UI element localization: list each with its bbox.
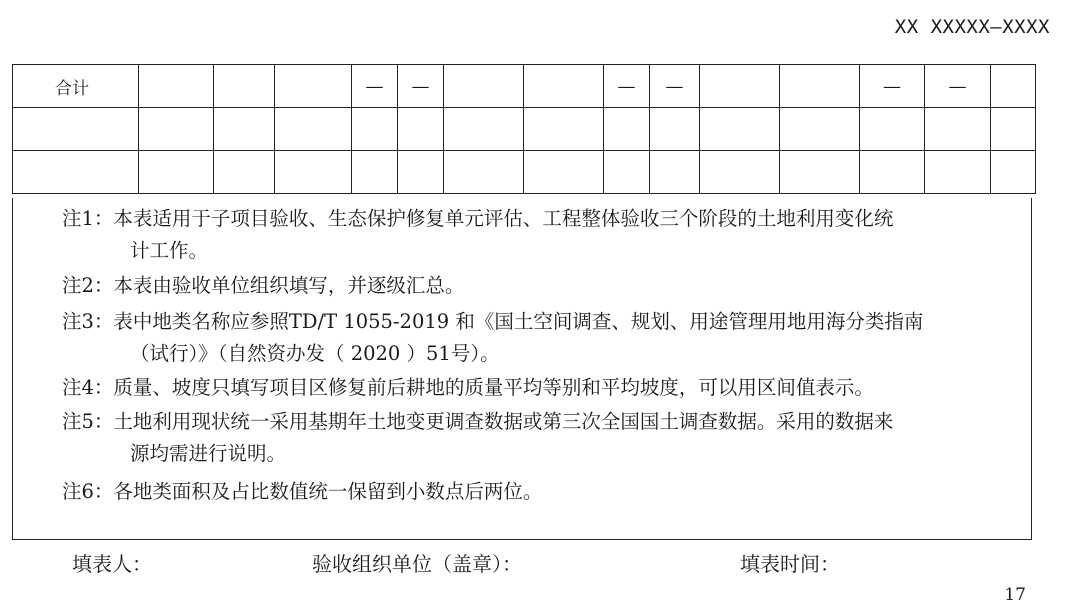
note-line: 注1：本表适用于子项目验收、生态保护修复单元评估、工程整体验收三个阶段的土地利用变化统 bbox=[62, 207, 894, 230]
table-cell bbox=[780, 151, 860, 194]
inspection-unit-label: 验收组织单位（盖章）： bbox=[312, 552, 522, 576]
table-cell bbox=[214, 108, 275, 151]
land-use-table bbox=[12, 64, 1036, 194]
table-cell bbox=[925, 108, 991, 151]
table-cell bbox=[275, 151, 352, 194]
empty-row bbox=[13, 108, 1036, 151]
note-line: 注2：本表由验收单位组织填写，并逐级汇总。 bbox=[62, 274, 465, 297]
note-3 bbox=[62, 306, 1060, 370]
note-6 bbox=[62, 476, 1060, 508]
note-line: 注3：表中地类名称应参照TD/T 1055-2019 和《国土空间调查、规划、用途管理用地用海分类指南 bbox=[62, 310, 924, 333]
table-cell bbox=[352, 108, 398, 151]
table-cell bbox=[139, 151, 214, 194]
table-cell bbox=[524, 151, 604, 194]
table-cell bbox=[604, 108, 650, 151]
note-4 bbox=[62, 372, 1060, 404]
note-line: 注5：土地利用现状统一采用基期年土地变更调查数据或第三次全国国土调查数据。采用的数据来 bbox=[62, 410, 894, 433]
table-cell bbox=[650, 151, 700, 194]
total-label: 合计 bbox=[13, 65, 139, 108]
filler-label: 填表人： bbox=[72, 552, 152, 576]
table-cell bbox=[524, 65, 604, 108]
table-cell bbox=[700, 108, 780, 151]
dash-cell: — bbox=[860, 65, 925, 108]
table-cell bbox=[780, 65, 860, 108]
table-cell bbox=[13, 151, 139, 194]
total-row bbox=[13, 65, 1036, 108]
table-cell bbox=[139, 108, 214, 151]
table-cell bbox=[650, 108, 700, 151]
table-cell bbox=[700, 65, 780, 108]
table-cell bbox=[352, 151, 398, 194]
table-cell bbox=[13, 108, 139, 151]
table-cell bbox=[444, 151, 524, 194]
dash-cell: — bbox=[925, 65, 991, 108]
table-cell bbox=[275, 65, 352, 108]
note-line: 注6：各地类面积及占比数值统一保留到小数点后两位。 bbox=[62, 480, 543, 503]
table-cell bbox=[700, 151, 780, 194]
fill-time-label: 填表时间： bbox=[740, 552, 840, 576]
table-cell bbox=[139, 65, 214, 108]
table-cell bbox=[991, 108, 1036, 151]
table-cell bbox=[925, 151, 991, 194]
table-cell bbox=[444, 108, 524, 151]
table-cell bbox=[860, 108, 925, 151]
table-cell bbox=[275, 108, 352, 151]
note-5 bbox=[62, 406, 1060, 470]
note-line-continued: 计工作。 bbox=[130, 239, 209, 262]
table-cell bbox=[780, 108, 860, 151]
note-1 bbox=[62, 203, 1060, 267]
table-cell bbox=[604, 151, 650, 194]
table-cell bbox=[214, 65, 275, 108]
dash-cell: — bbox=[352, 65, 398, 108]
table-cell bbox=[524, 108, 604, 151]
dash-cell: — bbox=[604, 65, 650, 108]
table-cell bbox=[991, 65, 1036, 108]
note-line-continued: （试行）》（自然资办发（ 2020 ）51号）。 bbox=[130, 342, 500, 365]
dash-cell: — bbox=[398, 65, 444, 108]
note-2 bbox=[62, 270, 1060, 302]
page-number: 17 bbox=[1004, 585, 1026, 605]
table-cell bbox=[991, 151, 1036, 194]
table-cell bbox=[444, 65, 524, 108]
table-cell bbox=[398, 151, 444, 194]
dash-cell: — bbox=[650, 65, 700, 108]
table-cell bbox=[398, 108, 444, 151]
document-code: XX XXXXX—XXXX bbox=[894, 16, 1050, 38]
empty-row bbox=[13, 151, 1036, 194]
note-line: 注4：质量、坡度只填写项目区修复前后耕地的质量平均等别和平均坡度，可以用区间值表示。 bbox=[62, 376, 874, 399]
table-cell bbox=[860, 151, 925, 194]
note-line-continued: 源均需进行说明。 bbox=[130, 442, 287, 465]
table-cell bbox=[214, 151, 275, 194]
